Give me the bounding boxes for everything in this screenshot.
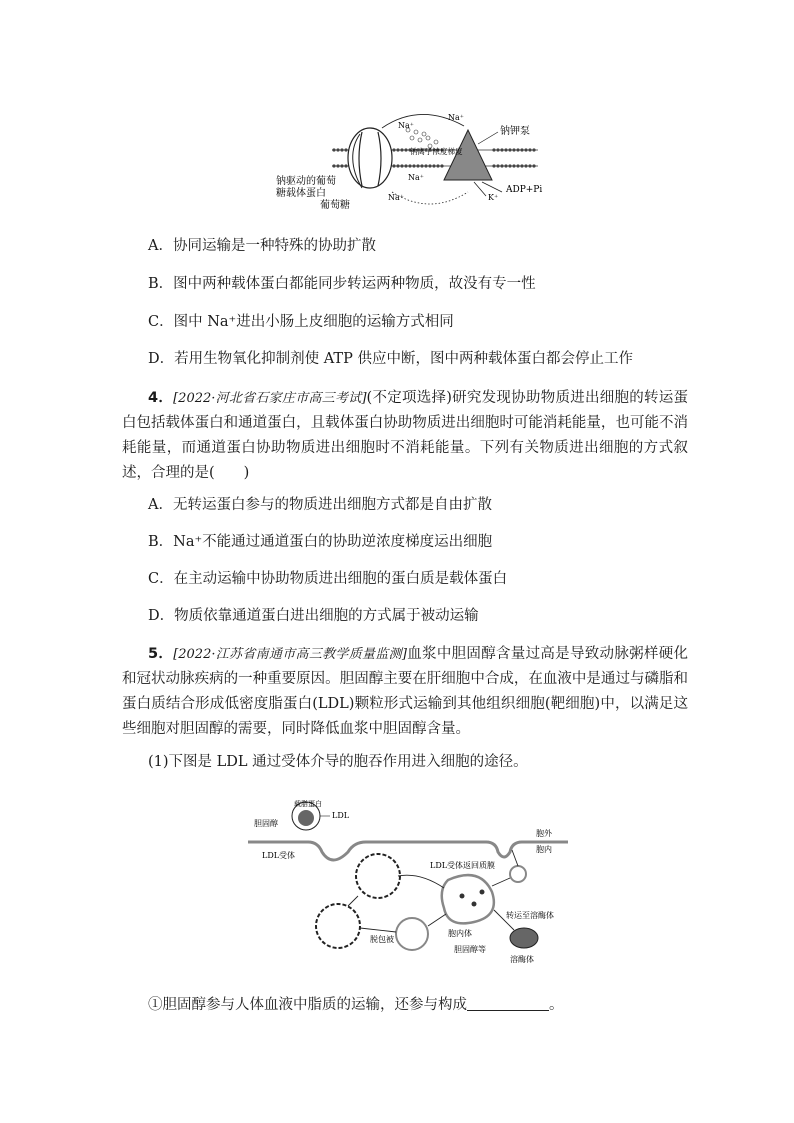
q4-number: 4．: [148, 390, 174, 406]
q5-source: [2022·江苏省南通市高三教学质量监测]: [173, 647, 407, 662]
lipid-head: [524, 148, 527, 151]
gradient-label: 钠离子浓度梯度: [410, 147, 463, 156]
carrier-label-2: 糖载体蛋白: [276, 188, 326, 199]
k-label: K⁺: [488, 193, 499, 202]
q5-sub1-q-text: ①胆固醇参与人体血液中脂质的运输，还参与构成: [148, 997, 467, 1013]
q5-text: 血浆中胆固醇含量过高是导致动脉粥样硬化和冠状动脉疾病的一种重要原因。胆固醇主要在肝细胞中合成，在血液中是通过与磷脂和蛋白质结合形成低密度脂蛋白(LDL)颗粒形式运输到其他组织细胞(靶细胞)中，以满足这些细胞对胆固醇的需要，同时降低血浆中胆固醇含量。: [122, 646, 688, 737]
q5-sub1-end: 。: [549, 997, 564, 1013]
q4-source: [2022·河北省石家庄市高三考试]: [173, 391, 367, 406]
q5-sub1: (1)下图是 LDL 通过受体介导的胞吞作用进入细胞的途径。: [148, 754, 528, 770]
lipid-head: [336, 148, 339, 151]
lipid-head: [400, 148, 403, 151]
lipid-head: [432, 164, 435, 167]
q4-option-b: B．Na⁺不能通过通道蛋白的协助逆浓度梯度运出细胞: [148, 534, 493, 550]
lipid-head: [512, 164, 515, 167]
coated-vesicle-2: [316, 904, 360, 948]
cholesterol-etc-label: 胆固醇等: [454, 945, 486, 954]
na-label-bottom: Na⁺: [388, 193, 404, 202]
q5-stem: [122, 642, 688, 742]
lipid-head: [520, 164, 523, 167]
lipid-head: [428, 164, 431, 167]
return-vesicle: [510, 866, 526, 882]
lipid-head: [504, 164, 507, 167]
lipid-head: [520, 148, 523, 151]
uncoat-label: 脱包被: [370, 935, 394, 944]
q4-option-a: A．无转运蛋白参与的物质进出细胞方式都是自由扩散: [148, 497, 492, 513]
to-lysosome-label: 转运至溶酶体: [506, 911, 554, 920]
lipid-head: [420, 164, 423, 167]
lipid-head: [332, 148, 335, 151]
q4-option-c: C．在主动运输中协助物质进出细胞的蛋白质是载体蛋白: [148, 571, 508, 587]
lipid-head: [340, 148, 343, 151]
uncoated-vesicle: [396, 918, 428, 950]
q5-sub1-question: [148, 995, 564, 1015]
gradient-dots: [406, 128, 438, 148]
lipid-head: [344, 164, 347, 167]
q3-option-a: A．协同运输是一种特殊的协助扩散: [148, 238, 376, 254]
endosome-label: 胞内体: [448, 929, 472, 938]
lipid-head: [416, 164, 419, 167]
lipid-head: [500, 148, 503, 151]
adp-label: ADP+Pi: [506, 185, 543, 195]
lipid-head: [508, 164, 511, 167]
lipid-head: [336, 164, 339, 167]
lipid-head: [496, 148, 499, 151]
lipid-head: [492, 164, 495, 167]
lipid-head: [524, 164, 527, 167]
lipid-head: [412, 164, 415, 167]
outside-label: 胞外: [536, 829, 552, 838]
lipid-head: [408, 164, 411, 167]
endosome: [442, 875, 494, 923]
pump-label: 钠钾泵: [500, 126, 530, 137]
lipid-head: [496, 164, 499, 167]
carrier-protein-label: 载脂蛋白: [294, 800, 322, 808]
lipid-head: [436, 164, 439, 167]
na-label-mid: Na⁺: [408, 173, 424, 182]
lipid-head: [528, 148, 531, 151]
q3-option-d: D．若用生物氧化抑制剂使 ATP 供应中断，图中两种载体蛋白都会停止工作: [148, 351, 633, 367]
coated-vesicle-1: [356, 854, 400, 898]
glucose-carrier-protein: [348, 128, 392, 188]
lipid-head: [392, 164, 395, 167]
lipid-head: [424, 164, 427, 167]
lipid-head: [332, 164, 335, 167]
lipid-head: [508, 148, 511, 151]
q5-number: 5．: [148, 646, 174, 662]
na-label-top: Na⁺: [448, 113, 464, 122]
ldl-label: LDL: [332, 811, 350, 820]
ldl-endocytosis-diagram: [248, 796, 568, 974]
inside-label: 胞内: [536, 845, 552, 854]
q4-option-d: D．物质依靠通道蛋白进出细胞的方式属于被动运输: [148, 608, 479, 624]
receptor-return-label: LDL受体返回质膜: [430, 861, 496, 870]
lipid-head: [404, 148, 407, 151]
lysosome: [510, 928, 538, 948]
glucose-label: 葡萄糖: [320, 200, 350, 211]
cotransport-diagram: [270, 108, 570, 216]
carrier-label-1: 钠驱动的葡萄: [276, 176, 336, 187]
lipid-head: [532, 148, 535, 151]
lipid-head: [500, 164, 503, 167]
lipid-head: [400, 164, 403, 167]
q3-option-c: C．图中 Na⁺进出小肠上皮细胞的运输方式相同: [148, 314, 454, 330]
q4-stem: [122, 386, 688, 486]
lipid-head: [340, 164, 343, 167]
lipid-head: [396, 164, 399, 167]
lysosome-label: 溶酶体: [510, 955, 534, 964]
lipid-head: [516, 164, 519, 167]
q3-option-b: B．图中两种载体蛋白都能同步转运两种物质，故没有专一性: [148, 276, 536, 292]
lipid-head: [440, 164, 443, 167]
lipid-head: [404, 164, 407, 167]
q4-text: (不定项选择)研究发现协助物质进出细胞的转运蛋白包括载体蛋白和通道蛋白，且载体蛋白协助物质进出细胞时可能消耗能量，也可能不消耗能量，而通道蛋白协助物质进出细胞时不消耗能量。下列有关物质进出细胞的方式叙述，合理的是( ): [122, 390, 688, 481]
lipid-head: [504, 148, 507, 151]
lipid-head: [492, 148, 495, 151]
answer-blank[interactable]: [467, 996, 549, 1011]
ldl-receptor-label: LDL受体: [262, 851, 296, 860]
na-label-left: Na⁺: [398, 121, 414, 130]
lipid-head: [396, 148, 399, 151]
lipid-head: [516, 148, 519, 151]
cholesterol-label: 胆固醇: [254, 819, 278, 828]
lipid-head: [512, 148, 515, 151]
lipid-head: [528, 164, 531, 167]
lipid-head: [392, 148, 395, 151]
lipid-head: [532, 164, 535, 167]
plasma-membrane: [248, 842, 568, 860]
lipid-head: [344, 148, 347, 151]
